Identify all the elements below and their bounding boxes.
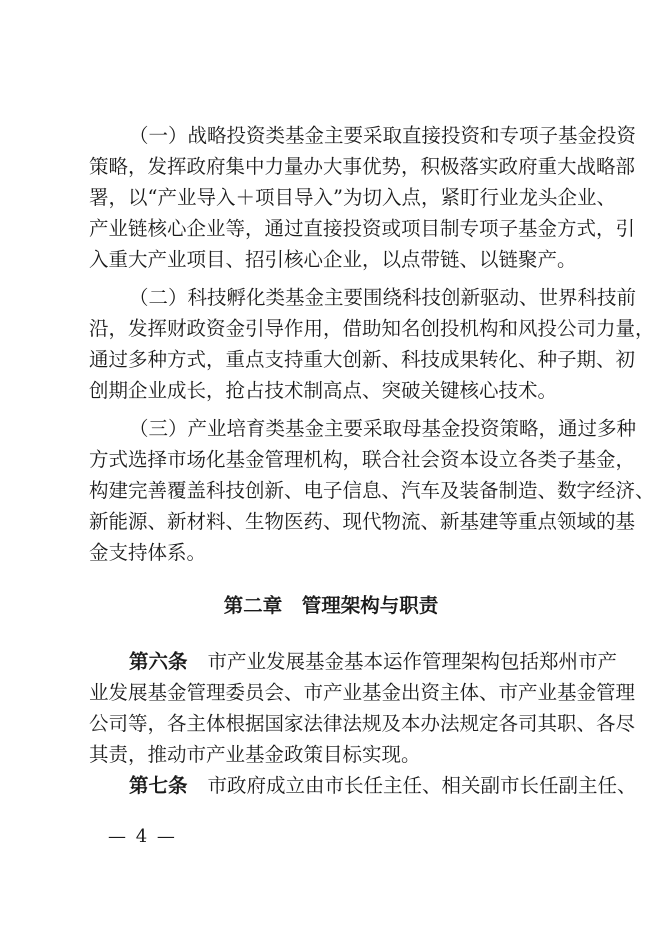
text-line: 其责，推动市产业基金政策目标实现。 [89,743,421,766]
text-line: 构建完善覆盖科技创新、电子信息、汽车及装备制造、数字经济、 [89,479,655,502]
text-line: 新能源、新材料、生物医药、现代物流、新基建等重点领域的基 [89,510,636,533]
article-7 [89,770,637,801]
text-line [89,770,637,801]
text-line: 产业链核心企业等，通过直接投资或项目制专项子基金方式，引 [89,217,636,240]
page-number: — 4 — [108,826,177,847]
paragraph-tech-incubation [89,282,655,406]
text-line: 创期企业成长，抢占技术制高点、突破关键核心技术。 [89,379,558,402]
text-line: 沿，发挥财政资金引导作用，借助知名创投机构和风投公司力量， [89,317,655,340]
article-label: 第七条 [129,774,188,797]
text-line: 入重大产业项目、招引核心企业，以点带链、以链聚产。 [89,248,577,271]
text-line: 金支持体系。 [89,541,207,564]
text-line: （二）科技孵化类基金主要围绕科技创新驱动、世界科技前 [129,286,637,309]
text-line: 业发展基金管理委员会、市产业基金出资主体、市产业基金管理 [89,681,636,704]
chapter-heading: 第二章 管理架构与职责 [223,594,439,617]
paragraph-strategic-investment [89,120,637,275]
text-line: 策略，发挥政府集中力量办大事优势，积极落实政府重大战略部 [89,155,636,178]
article-label: 第六条 [129,650,188,673]
text-line: 署，以“产业导入＋项目导入”为切入点，紧盯行业龙头企业、 [89,186,616,209]
text-line: 通过多种方式，重点支持重大创新、科技成果转化、种子期、初 [89,348,636,371]
text-line: （三）产业培育类基金主要采取母基金投资策略，通过多种 [129,417,637,440]
article-text: 市政府成立由市长任主任、相关副市长任副主任、 [207,774,637,797]
article-text: 市产业发展基金基本运作管理架构包括郑州市产 [207,650,618,673]
text-line: 方式选择市场化基金管理机构，联合社会资本设立各类子基金， [89,448,636,471]
article-6 [89,646,636,770]
text-line: （一）战略投资类基金主要采取直接投资和专项子基金投资 [129,124,637,147]
text-line: 公司等，各主体根据国家法律法规及本办法规定各司其职、各尽 [89,712,636,735]
text-line [89,646,618,677]
paragraph-industry-cultivation [89,413,655,568]
